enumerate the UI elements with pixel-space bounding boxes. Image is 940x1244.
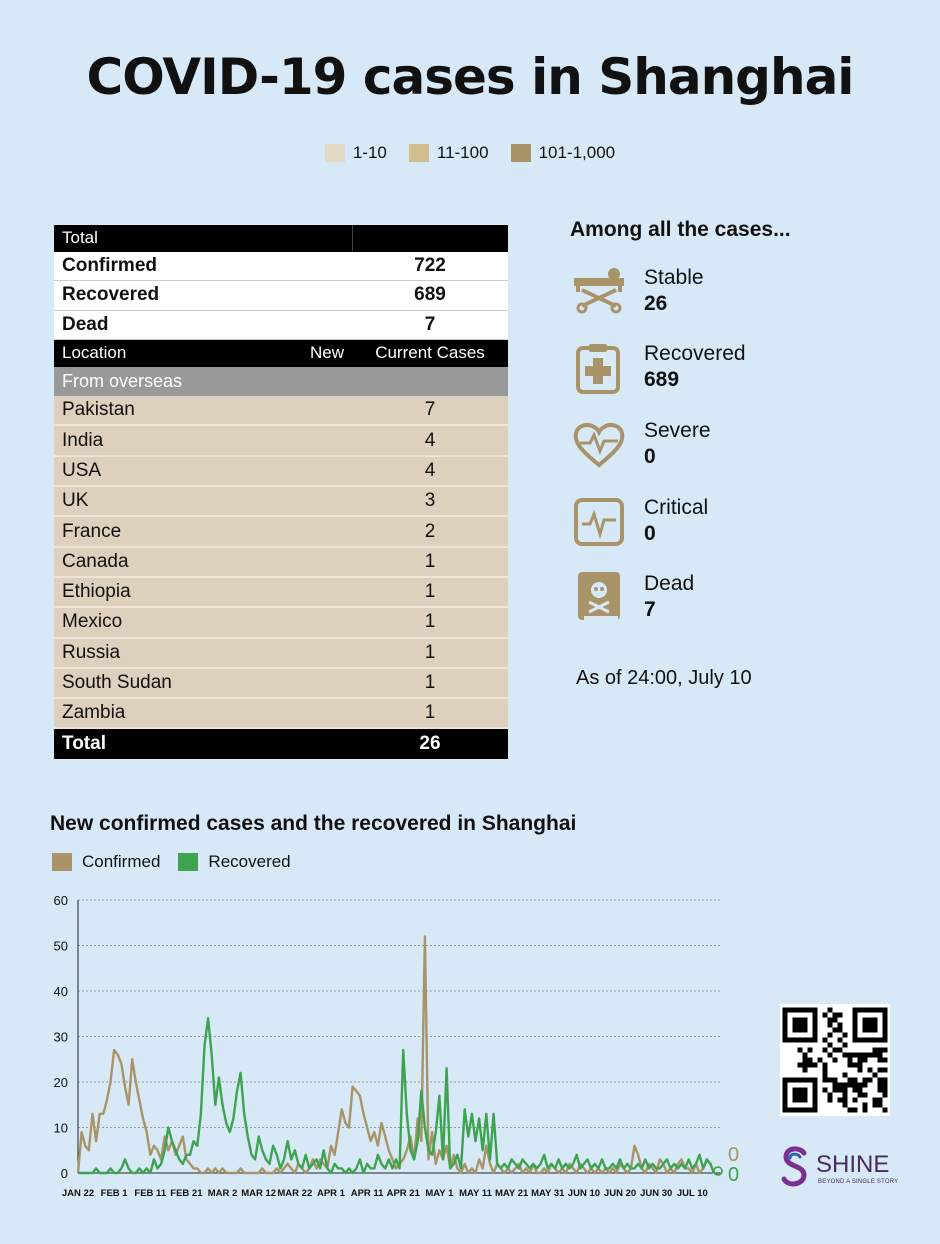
table-row — [54, 638, 508, 668]
x-tick-label: APR 21 — [386, 1188, 420, 1199]
x-tick-label: MAY 21 — [494, 1188, 529, 1199]
brand-tagline: BEYOND A SINGLE STORY — [818, 1179, 899, 1185]
total-label: Total — [54, 728, 352, 758]
stat-dead — [572, 572, 832, 632]
row-location: Ethiopia — [54, 577, 276, 607]
stat-value: 26 — [644, 292, 668, 315]
stat-value: 0 — [644, 445, 656, 468]
table-total-header — [54, 225, 508, 252]
brand-name: SHINE — [816, 1151, 890, 1178]
x-tick-label: JUN 20 — [603, 1188, 637, 1199]
row-new — [276, 396, 352, 426]
table-row — [54, 486, 508, 516]
summary-value: 7 — [352, 310, 508, 339]
row-current: 1 — [352, 668, 508, 698]
x-tick-label: MAR 12 — [241, 1188, 277, 1199]
legend-item-recovered — [178, 852, 290, 872]
row-current: 1 — [352, 607, 508, 637]
total-header-label: Total — [54, 225, 352, 252]
skull-book-icon — [572, 572, 626, 626]
legend-label: 1-10 — [352, 143, 387, 162]
row-location: Zambia — [54, 698, 276, 728]
row-location: India — [54, 425, 276, 455]
x-tick-label: MAR 2 — [207, 1188, 238, 1199]
legend-label: Recovered — [208, 852, 291, 871]
shine-logo[interactable] — [780, 1145, 900, 1193]
row-current: 3 — [352, 486, 508, 516]
stat-stable — [572, 266, 832, 326]
section-row — [54, 366, 508, 395]
series-line-confirmed — [78, 936, 714, 1173]
x-tick-label: APR 11 — [350, 1188, 384, 1199]
stat-recovered — [572, 342, 832, 402]
row-current: 1 — [352, 577, 508, 607]
row-new — [276, 547, 352, 577]
qr-code[interactable] — [780, 1004, 890, 1116]
clipboard-cross-icon — [572, 342, 626, 396]
stat-severe — [572, 419, 832, 479]
legend-item-confirmed — [52, 852, 160, 872]
legend-swatch — [325, 144, 345, 162]
legend-item-1-10 — [325, 143, 387, 163]
line-chart — [30, 885, 760, 1200]
table-row — [54, 425, 508, 455]
row-new — [276, 607, 352, 637]
row-current: 1 — [352, 638, 508, 668]
table-row — [54, 547, 508, 577]
page-title: COVID-19 cases in Shanghai — [86, 48, 854, 106]
stat-critical — [572, 496, 832, 556]
x-tick-label: MAY 11 — [459, 1188, 492, 1199]
heart-pulse-icon — [572, 419, 626, 473]
y-tick-label: 40 — [53, 984, 68, 999]
summary-label: Confirmed — [54, 252, 352, 281]
row-new — [276, 577, 352, 607]
section-label: From overseas — [54, 366, 508, 395]
legend-item-11-100 — [409, 143, 489, 163]
column-header-current: Current Cases — [352, 339, 508, 366]
x-tick-label: APR 1 — [316, 1188, 345, 1199]
column-header-new: New — [276, 339, 352, 366]
x-tick-label: JUL 10 — [676, 1188, 708, 1199]
summary-label: Dead — [54, 310, 352, 339]
legend-item-101-1000 — [511, 143, 616, 163]
legend-swatch-confirmed — [52, 853, 72, 871]
summary-row-recovered — [54, 281, 508, 310]
legend-swatch-recovered — [178, 853, 198, 871]
stretcher-icon — [572, 266, 626, 320]
legend-swatch — [511, 144, 531, 162]
table-row — [54, 668, 508, 698]
x-tick-label: MAY 1 — [425, 1188, 454, 1199]
row-location: Pakistan — [54, 396, 276, 426]
x-tick-label: MAY 31 — [531, 1188, 565, 1199]
row-new — [276, 516, 352, 546]
y-tick-label: 20 — [53, 1075, 68, 1090]
series-end-label: 0 — [728, 1164, 740, 1186]
legend-label: 101-1,000 — [538, 143, 616, 162]
summary-value: 689 — [352, 281, 508, 310]
monitor-pulse-icon — [572, 496, 626, 550]
row-new — [276, 668, 352, 698]
x-tick-label: JUN 30 — [640, 1188, 673, 1199]
stat-label: Stable — [644, 266, 704, 289]
row-new — [276, 456, 352, 486]
x-tick-label: JUN 10 — [567, 1188, 601, 1199]
row-location: France — [54, 516, 276, 546]
stat-value: 689 — [644, 368, 680, 391]
y-tick-label: 30 — [53, 1029, 68, 1045]
series-end-label: 0 — [728, 1144, 740, 1166]
row-location: Russia — [54, 638, 276, 668]
legend-label: Confirmed — [82, 852, 161, 871]
total-value: 26 — [352, 728, 508, 758]
row-location: South Sudan — [54, 668, 276, 698]
among-heading: Among all the cases... — [570, 218, 791, 241]
x-tick-label: MAR 22 — [277, 1188, 313, 1199]
stat-value: 7 — [644, 598, 656, 621]
table-row — [54, 516, 508, 546]
row-location: Mexico — [54, 607, 276, 637]
row-new — [276, 638, 352, 668]
cases-table — [54, 225, 508, 759]
y-tick-label: 10 — [53, 1120, 68, 1136]
stat-label: Severe — [644, 419, 711, 442]
row-location: USA — [54, 456, 276, 486]
density-legend — [0, 143, 940, 163]
x-tick-label: FEB 21 — [170, 1188, 203, 1199]
stat-label: Recovered — [644, 342, 746, 365]
table-total-row — [54, 728, 508, 758]
summary-value: 722 — [352, 252, 508, 281]
shine-s-icon — [780, 1145, 810, 1189]
row-current: 4 — [352, 425, 508, 455]
chart-legend — [52, 852, 291, 872]
stat-label: Dead — [644, 572, 695, 595]
y-tick-label: 0 — [60, 1166, 68, 1181]
row-current: 4 — [352, 456, 508, 486]
row-current: 1 — [352, 698, 508, 728]
summary-row-dead — [54, 310, 508, 339]
row-current: 2 — [352, 516, 508, 546]
summary-row-confirmed — [54, 252, 508, 281]
row-current: 1 — [352, 547, 508, 577]
x-tick-label: FEB 11 — [134, 1188, 167, 1199]
summary-label: Recovered — [54, 281, 352, 310]
stat-value: 0 — [644, 522, 656, 545]
table-row — [54, 607, 508, 637]
table-row — [54, 698, 508, 728]
table-row — [54, 396, 508, 426]
table-column-header — [54, 339, 508, 366]
row-location: Canada — [54, 547, 276, 577]
row-current: 7 — [352, 396, 508, 426]
row-location: UK — [54, 486, 276, 516]
table-row — [54, 577, 508, 607]
y-tick-label: 50 — [53, 938, 68, 954]
as-of-date: As of 24:00, July 10 — [576, 667, 752, 689]
row-new — [276, 698, 352, 728]
stat-label: Critical — [644, 496, 709, 519]
table-row — [54, 456, 508, 486]
legend-swatch — [409, 144, 429, 162]
qr-code-icon — [780, 1004, 890, 1116]
x-tick-label: JAN 22 — [61, 1188, 95, 1199]
series-end-marker — [714, 1167, 722, 1175]
y-tick-label: 60 — [53, 893, 68, 908]
chart-title: New confirmed cases and the recovered in Shanghai — [50, 812, 577, 835]
legend-label: 11-100 — [436, 143, 489, 162]
row-new — [276, 425, 352, 455]
column-header-location: Location — [54, 339, 276, 366]
row-new — [276, 486, 352, 516]
x-tick-label: FEB 1 — [100, 1188, 128, 1199]
